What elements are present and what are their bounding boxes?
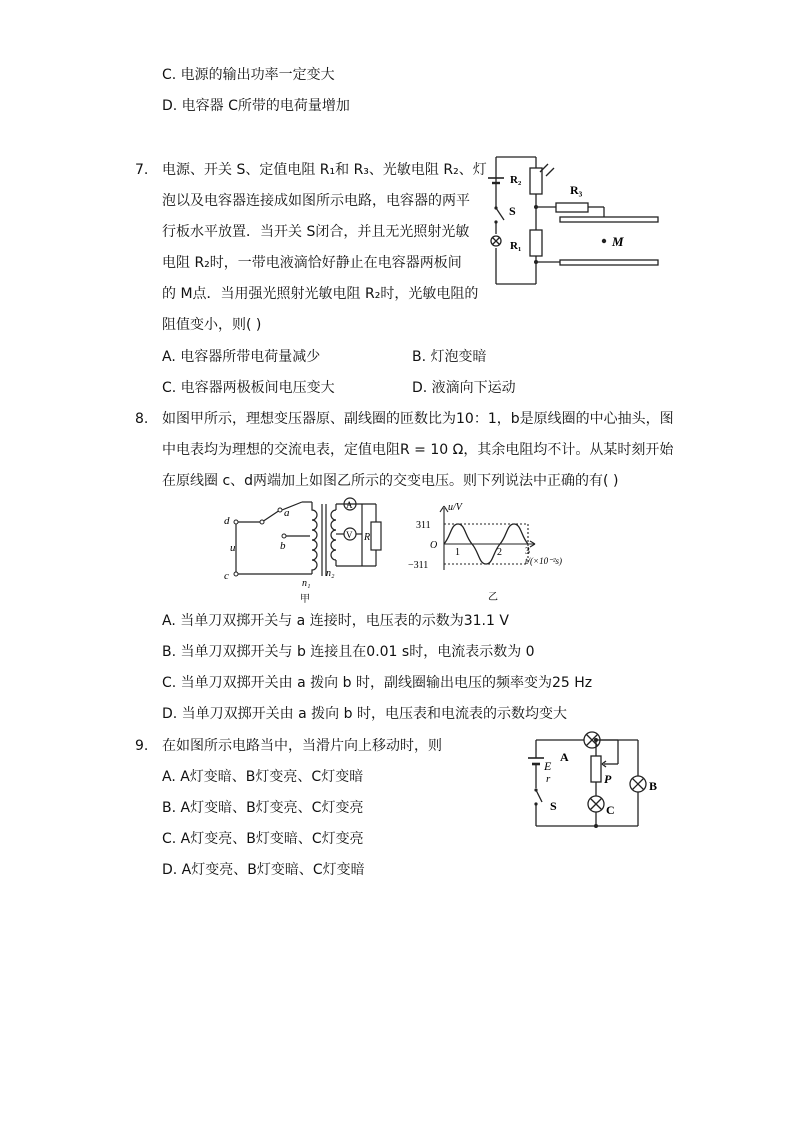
q7-option-c: C. 电容器两极板间电压变大 (162, 380, 335, 396)
q7-fig-switch-label: S (509, 204, 516, 218)
q9-fig-lamp-a-label: A (560, 750, 569, 764)
q9-fig-e-label: E (544, 759, 552, 773)
q8-fig-b-label: b (280, 540, 286, 552)
q9-fig-lamp-c-label: C (606, 803, 615, 817)
q7-fig-r1-label: R₁ (510, 240, 522, 252)
q7-option-a: A. 电容器所带电荷量减少 (162, 349, 321, 365)
q8-graph-x1: 1 (455, 547, 460, 558)
q9-option-d: D. A灯变亮、B灯变暗、C灯变暗 (162, 862, 365, 878)
q9-fig-r-label: r (546, 773, 551, 785)
q8-stem-line-2: 中电表均为理想的交流电表，定值电阻R = 10 Ω，其余电阻均不计。从某时刻开始 (162, 442, 674, 458)
q7-fig-r3-label: R₃ (570, 183, 583, 197)
q8-graph-x3: 3 (525, 546, 530, 557)
q8-graph-x2: 2 (497, 547, 502, 558)
q8-fig-ammeter-label: A (346, 500, 353, 510)
q7-option-d: D. 液滴向下运动 (412, 380, 516, 396)
q8-graph-xlabel: t/(×10⁻²s) (525, 556, 563, 566)
q6-option-c: C. 电源的输出功率一定变大 (162, 67, 335, 83)
q7-stem-line-5: 的 M点．当用强光照射光敏电阻 R₂时，光敏电阻的 (162, 286, 479, 302)
q8-fig-r-label: R (364, 532, 371, 543)
q8-fig-n2-label: n₂ (326, 568, 335, 579)
q9-stem: 在如图所示电路当中，当滑片向上移动时，则 (162, 738, 442, 754)
q7-fig-r2-label: R₂ (510, 174, 522, 186)
q8-graph-ylabel: u/V (448, 502, 462, 513)
q8-fig-n1-label: n₁ (302, 578, 311, 589)
q7-number: 7. (135, 162, 149, 178)
q7-fig-m-label: M (612, 234, 624, 249)
q8-stem-line-1: 如图甲所示，理想变压器原、副线圈的匝数比为10：1，b是原线圈的中心抽头，图 (162, 411, 674, 427)
q8-option-a: A. 当单刀双掷开关与 a 连接时，电压表的示数为31.1 V (162, 613, 509, 629)
q7-option-b: B. 灯泡变暗 (412, 349, 487, 365)
q7-stem-line-3: 行板水平放置．当开关 S闭合，并且无光照射光敏 (162, 224, 470, 240)
q8-voltage-graph (404, 500, 594, 606)
q8-transformer-diagram (222, 496, 392, 606)
q8-fig-caption-jia: 甲 (300, 594, 310, 605)
q8-fig-u-label: u (230, 542, 236, 554)
q9-fig-switch-label: S (550, 799, 557, 813)
q9-option-b: B. A灯变暗、B灯变亮、C灯变亮 (162, 800, 364, 816)
q7-stem-line-6: 阻值变小，则( ) (162, 317, 262, 333)
q8-option-c: C. 当单刀双掷开关由 a 拨向 b 时，副线圈输出电压的频率变为25 Hz (162, 675, 593, 691)
q7-stem-line-4: 电阻 R₂时，一带电液滴恰好静止在电容器两板间 (162, 255, 462, 271)
q8-fig-d-label: d (224, 515, 230, 527)
q8-graph-origin: O (430, 540, 438, 551)
q6-option-d: D. 电容器 C所带的电荷量增加 (162, 98, 350, 114)
q8-graph-ymax: 311 (416, 520, 431, 531)
q9-fig-p-label: P (604, 772, 612, 786)
q8-stem-line-3: 在原线圈 c、d两端加上如图乙所示的交变电压。则下列说法中正确的有( ) (162, 473, 619, 489)
q9-circuit-diagram (526, 728, 666, 832)
q9-fig-lamp-b-label: B (649, 779, 658, 793)
q8-fig-a-label: a (284, 507, 290, 519)
q7-stem-line-2: 泡以及电容器连接成如图所示电路，电容器的两平 (162, 193, 470, 209)
q7-stem-line-1: 电源、开关 S、定值电阻 R₁和 R₃、光敏电阻 R₂、灯 (162, 162, 487, 178)
q9-option-a: A. A灯变暗、B灯变亮、C灯变暗 (162, 769, 364, 785)
q8-number: 8. (135, 411, 149, 427)
q8-option-d: D. 当单刀双掷开关由 a 拨向 b 时，电压表和电流表的示数均变大 (162, 706, 567, 722)
q8-fig-c-label: c (224, 570, 229, 582)
q8-option-b: B. 当单刀双掷开关与 b 连接且在0.01 s时，电流表示数为 0 (162, 644, 535, 660)
q8-graph-ymin: −311 (408, 560, 429, 571)
q7-circuit-diagram (484, 150, 664, 290)
q9-number: 9. (135, 738, 149, 754)
q9-option-c: C. A灯变亮、B灯变暗、C灯变亮 (162, 831, 364, 847)
q8-fig-caption-yi: 乙 (488, 592, 498, 603)
q8-fig-voltmeter-label: V (346, 530, 353, 540)
